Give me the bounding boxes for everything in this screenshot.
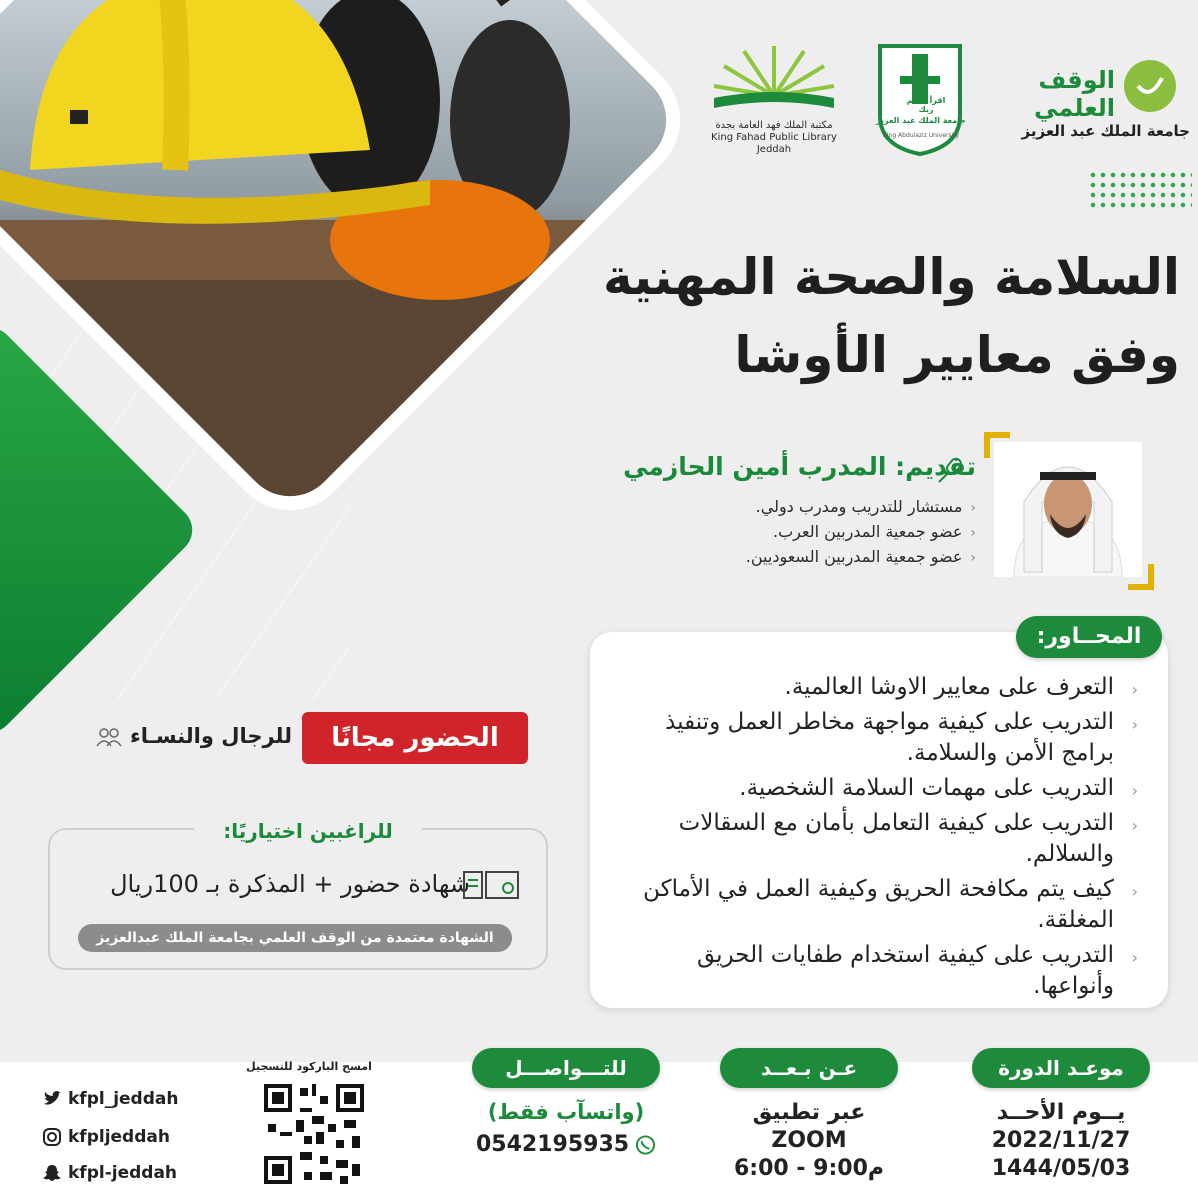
optional-label: للراغبين اختياريًا: xyxy=(194,814,422,848)
trainer-photo-frame xyxy=(984,432,1154,590)
certificate-offer: شهادة حضور + المذكرة بـ 100ريال xyxy=(110,870,470,898)
waqf-emblem-icon xyxy=(1120,56,1180,116)
schedule-date-gregorian: 2022/11/27 xyxy=(991,1128,1131,1153)
library-sunburst-icon xyxy=(704,36,844,116)
contact-phone[interactable]: 0542195935 xyxy=(476,1132,630,1157)
whatsapp-icon xyxy=(635,1134,656,1156)
chevron-left-icon: ‹ xyxy=(1131,680,1138,699)
axes-item: ‹ التدريب على كيفية استخدام طفايات الحريق وأنواعها. xyxy=(696,942,1138,999)
kau-motto: اقرأ باسم ربك xyxy=(906,96,946,114)
twitter-row[interactable] xyxy=(42,1086,178,1112)
axes-item: ‹ كيف يتم مكافحة الحريق وكيفية العمل في الأماكن المغلقة. xyxy=(643,876,1138,933)
trainer-photo xyxy=(994,442,1142,577)
trainer-bullet: ‹مستشار للتدريب ومدرب دولي. xyxy=(755,497,976,516)
instagram-icon xyxy=(42,1127,62,1147)
trainer-bullet: ‹عضو جمعية المدربين السعوديين. xyxy=(745,547,976,566)
dot-pattern xyxy=(1088,170,1192,210)
chevron-left-icon: ‹ xyxy=(1131,715,1138,734)
page-title xyxy=(603,238,1180,394)
axes-label: المحــاور: xyxy=(1016,616,1162,658)
contact-note: (واتسآب فقط) xyxy=(487,1100,645,1124)
chevron-left-icon: ‹ xyxy=(1131,816,1138,835)
axes-item: ‹ التدريب على كيفية مواجهة مخاطر العمل وتنفيذ برامج الأمن والسلامة. xyxy=(665,709,1138,766)
axes-item: ‹ التعرف على معايير الاوشا العالمية. xyxy=(628,672,1138,703)
library-name-en: King Fahad Public Library Jeddah xyxy=(711,132,837,155)
axes-item: ‹ التدريب على كيفية التعامل بأمان مع السقالات والسلالم. xyxy=(678,810,1138,867)
trainer-name: تقديم: المدرب أمين الحازمي xyxy=(623,452,976,481)
people-icon xyxy=(95,727,123,747)
kau-name-ar: جامعة الملك عبد العزيز xyxy=(876,116,966,125)
twitter-icon xyxy=(42,1089,62,1109)
chevron-left-icon: ‹ xyxy=(970,500,976,516)
qr-code-icon xyxy=(260,1080,368,1188)
snapchat-handle[interactable]: kfpl-jeddah xyxy=(68,1163,178,1183)
kau-name-en: King Abdulaziz University xyxy=(882,132,960,139)
free-attendance-badge: الحضور مجانًا xyxy=(302,712,528,764)
remote-time: 6:00 - 9:00م xyxy=(733,1156,884,1181)
axes-item: ‹ التدريب على مهمات السلامة الشخصية. xyxy=(628,773,1138,804)
chevron-left-icon: ‹ xyxy=(1131,882,1138,901)
remote-app: ZOOM xyxy=(771,1128,847,1153)
waqf-name: الوقف العلمي xyxy=(1034,66,1115,122)
certificate-icon xyxy=(462,868,522,904)
registration-qr-code[interactable] xyxy=(260,1080,368,1188)
schedule-date-hijri: 1444/05/03 xyxy=(991,1156,1131,1181)
chevron-left-icon: ‹ xyxy=(1131,781,1138,800)
remote-via: عبر تطبيق xyxy=(752,1100,866,1125)
contact-phone-row[interactable] xyxy=(476,1132,656,1157)
audience-text: للرجال والنسـاء xyxy=(60,724,292,748)
snapchat-icon xyxy=(42,1163,62,1183)
trainer-bullet: ‹عضو جمعية المدربين العرب. xyxy=(773,522,976,541)
instagram-row[interactable] xyxy=(42,1124,170,1150)
chevron-left-icon: ‹ xyxy=(970,525,976,541)
chevron-left-icon: ‹ xyxy=(1131,948,1138,967)
qr-label: امسح الباركود للتسجيل xyxy=(246,1060,372,1073)
chevron-left-icon: ‹ xyxy=(970,550,976,566)
title-line-2: وفق معايير الأوشا xyxy=(734,326,1180,384)
trainer-bullets xyxy=(746,495,976,570)
schedule-label: موعـد الدورة xyxy=(972,1048,1150,1088)
remote-label: عـن بـعــد xyxy=(720,1048,898,1088)
twitter-handle[interactable]: kfpl_jeddah xyxy=(68,1089,179,1109)
axes-list xyxy=(628,672,1138,1006)
snapchat-row[interactable] xyxy=(42,1160,177,1186)
waqf-university: جامعة الملك عبد العزيز xyxy=(1021,122,1190,140)
library-name-ar: مكتبة الملك فهد العامة بجدة xyxy=(715,120,833,131)
library-logo xyxy=(704,36,844,156)
waqf-logo xyxy=(1000,36,1190,156)
schedule-day: يــوم الأحــد xyxy=(996,1100,1126,1125)
contact-label: للتـــواصـــل xyxy=(472,1048,660,1088)
certificate-note: الشهادة معتمدة من الوقف العلمي بجامعة الملك عبدالعزيز xyxy=(78,924,512,952)
instagram-handle[interactable]: kfpljeddah xyxy=(68,1127,170,1147)
title-line-1: السلامة والصحة المهنية xyxy=(602,248,1180,306)
